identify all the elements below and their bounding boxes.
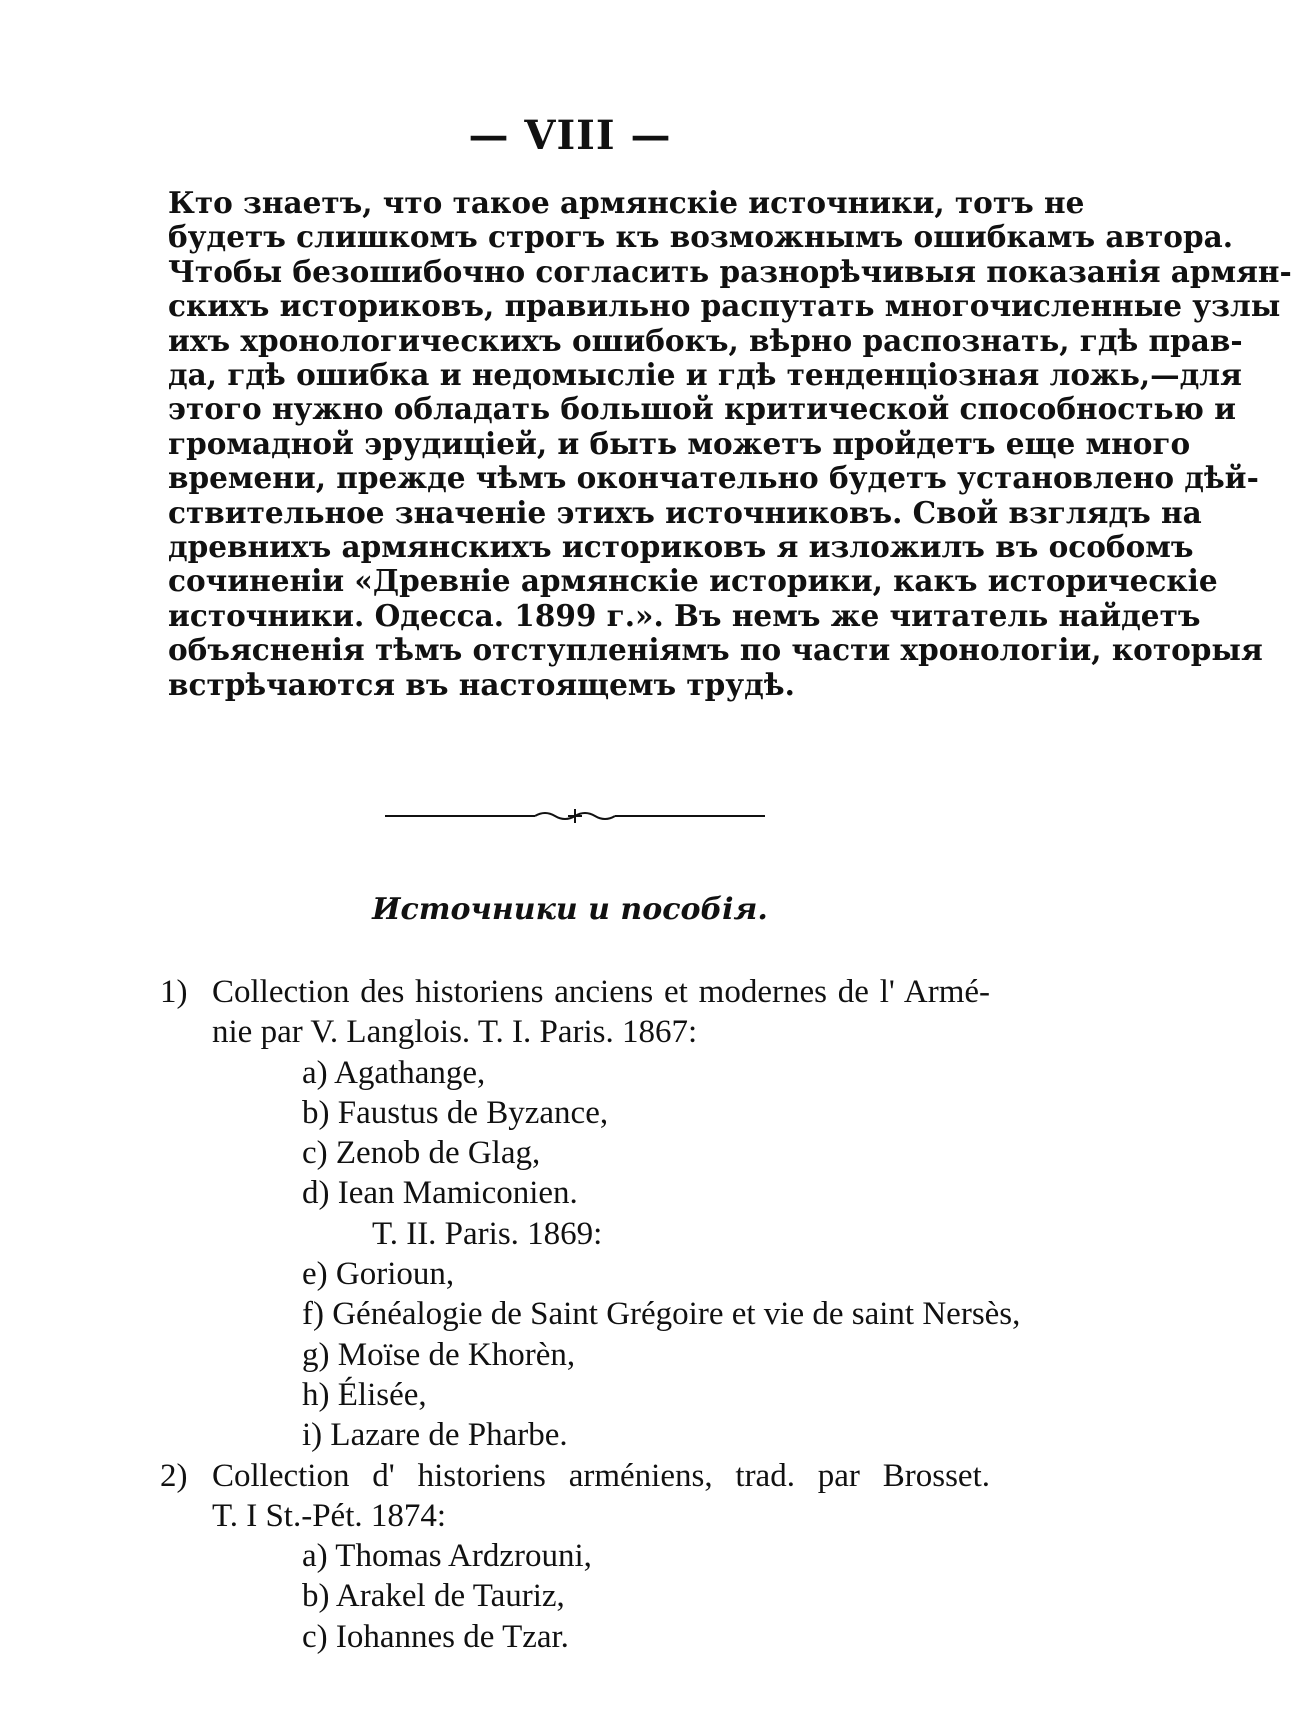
source-title: Collection d' historiens arméniens, trad. par Brosset. [212,1457,990,1494]
volume-heading: T. II. Paris. 1869: [372,1215,603,1252]
paragraph-line: ихъ хронологическихъ ошибокъ, вѣрно распознать, гдѣ прав- [168,322,1243,358]
source-number: 1) [160,974,188,1010]
paragraph-line: этого нужно обладать большой критической способностью и [168,391,1236,427]
list-item: f) Généalogie de Saint Grégoire et vie de saint Nersès, [302,1296,1021,1333]
paragraph-line: скихъ историковъ, правильно распутать многочисленные узлы [168,288,1281,324]
list-item: a) Thomas Ardzrouni, [302,1538,592,1575]
paragraph-line: Чтобы безошибочно согласить разнорѣчивыя показанія армян- [168,253,1292,289]
source-item-1-line1 [160,972,990,1012]
list-item: b) Faustus de Byzance, [302,1094,609,1131]
intro-paragraph [168,185,1292,702]
section-title: Источники и пособія. [372,892,768,927]
source-item-1-line2: nie par V. Langlois. T. I. Paris. 1867: [212,1014,698,1051]
paragraph-line: источники. Одесса. 1899 г.». Въ немъ же читатель найдетъ [168,597,1201,633]
page-number: — VIII — [468,112,672,159]
list-item: c) Zenob de Glag, [302,1135,541,1172]
list-item: i) Lazare de Pharbe. [302,1417,568,1454]
source-number: 2) [160,1457,188,1494]
paragraph-line: встрѣчаются въ настоящемъ трудѣ. [168,666,795,702]
source-item-2-line2: T. I St.-Pét. 1874: [212,1497,447,1534]
ornament-divider [385,806,765,826]
paragraph-line: времени, прежде чѣмъ окончательно будетъ установлено дѣй- [168,460,1259,496]
paragraph-line: ствительное значеніе этихъ источниковъ. Свой взглядъ на [168,494,1202,530]
paragraph-line: объясненія тѣмъ отступленіямъ по части хронологіи, которыя [168,632,1263,668]
list-item: c) Iohannes de Tzar. [302,1618,569,1655]
paragraph-line: сочиненіи «Древніе армянскіе историки, какъ историческіе [168,563,1218,599]
sources-list [160,972,1021,1657]
list-item: h) Élisée, [302,1376,427,1413]
list-item: b) Arakel de Tauriz, [302,1578,565,1615]
source-title: Collection des historiens anciens et modernes de l' Armé- [212,974,990,1010]
paragraph-line: будетъ слишкомъ строгъ къ возможнымъ ошибкамъ автора. [168,219,1233,255]
source-item-2-line1 [160,1456,990,1496]
list-item: a) Agathange, [302,1054,486,1091]
paragraph-line: Кто знаетъ, что такое армянскіе источники, тотъ не [168,185,1085,220]
list-item: e) Gorioun, [302,1256,455,1293]
paragraph-line: да, гдѣ ошибка и недомысліе и гдѣ тенденціозная ложь,—для [168,357,1242,393]
list-item: d) Iean Mamiconien. [302,1175,578,1212]
paragraph-line: громадной эрудиціей, и быть можетъ пройдетъ еще много [168,425,1191,461]
list-item: g) Moïse de Khorèn, [302,1336,576,1373]
paragraph-line: древнихъ армянскихъ историковъ я изложилъ въ особомъ [168,529,1194,565]
